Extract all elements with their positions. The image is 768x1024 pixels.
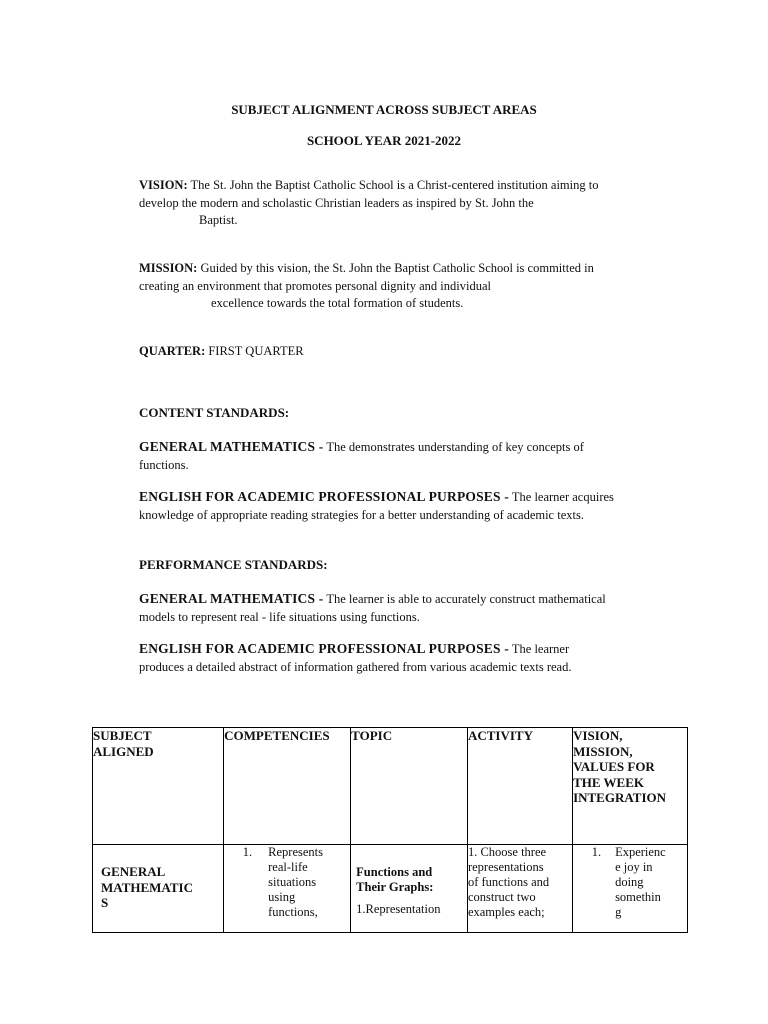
header-subject-line: SUBJECT [93, 728, 152, 743]
vmv-line: doing [615, 875, 644, 889]
subject-line: S [101, 895, 109, 910]
competency-list-item [224, 845, 350, 920]
content-math-paragraph [139, 438, 669, 474]
content-eapp-label: ENGLISH FOR ACADEMIC PROFESSIONAL PURPOSES - [139, 489, 509, 504]
quarter-line [139, 343, 669, 361]
vision-line-3: Baptist. [199, 213, 238, 227]
header-topic [351, 728, 468, 845]
competency-line: functions, [268, 905, 318, 919]
header-vmv-line: INTEGRATION [573, 790, 667, 805]
subject-alignment-table [92, 727, 688, 933]
activity-line: representations [467, 860, 544, 874]
subject-line: GENERAL [101, 864, 166, 879]
vision-paragraph [139, 177, 669, 230]
vmv-line: Experienc [615, 845, 666, 859]
header-activity-text: ACTIVITY [467, 728, 533, 743]
quarter-value: FIRST QUARTER [205, 344, 304, 358]
competency-number: 1. [242, 845, 253, 859]
vision-line-1: The St. John the Baptist Catholic School is a Christ-centered institution aiming to [187, 178, 599, 192]
performance-eapp-label: ENGLISH FOR ACADEMIC PROFESSIONAL PURPOSES - [139, 641, 509, 656]
activity-line: construct two [467, 890, 536, 904]
document-title: SUBJECT ALIGNMENT ACROSS SUBJECT AREAS [231, 102, 537, 117]
performance-standards-heading: PERFORMANCE STANDARDS: [139, 557, 328, 572]
vmv-line: g [615, 905, 622, 919]
header-vmv-integration [573, 728, 688, 845]
competency-line: real-life [268, 860, 308, 874]
cell-competencies [224, 845, 351, 933]
vmv-number: 1. [591, 845, 602, 859]
header-competencies [224, 728, 351, 845]
table-row [93, 845, 688, 933]
mission-line-3: excellence towards the total formation of students. [211, 296, 464, 310]
performance-math-line-2: models to represent real - life situations using functions. [139, 609, 420, 624]
topic-item: 1.Representation [356, 902, 441, 916]
mission-line-1: Guided by this vision, the St. John the Baptist Catholic School is committed in [197, 261, 594, 275]
vmv-list-item [573, 845, 687, 920]
performance-eapp-line-1: The learner [508, 642, 570, 656]
activity-line: 1. Choose three [467, 845, 547, 859]
header-vmv-line: VISION, [573, 728, 623, 743]
subject-line: MATHEMATIC [101, 879, 193, 895]
vision-line-2: develop the modern and scholastic Christian leaders as inspired by St. John the [139, 195, 534, 210]
cell-topic [351, 845, 468, 933]
header-vmv-line: THE WEEK [573, 774, 644, 790]
activity-line: of functions and [467, 875, 550, 889]
vision-label: VISION: [139, 178, 188, 192]
content-eapp-line-2: knowledge of appropriate reading strategies for a better understanding of academic texts. [139, 507, 584, 522]
cell-subject [93, 845, 224, 933]
activity-line: examples each; [467, 905, 545, 919]
mission-line-2: creating an environment that promotes personal dignity and individual [139, 278, 491, 293]
header-competencies-text: COMPETENCIES [224, 728, 330, 743]
topic-title-line: Their Graphs: [356, 880, 434, 894]
vmv-line: somethin [615, 890, 661, 904]
topic-title-line: Functions and [356, 865, 433, 879]
header-activity [467, 728, 572, 845]
performance-math-paragraph [139, 590, 669, 626]
content-eapp-line-1: The learner acquires [508, 490, 614, 504]
header-subject-aligned [93, 728, 224, 845]
cell-vmv [573, 845, 688, 933]
mission-label: MISSION: [139, 261, 198, 275]
header-subject-line: ALIGNED [93, 743, 154, 759]
mission-paragraph [139, 260, 669, 313]
header-vmv-line: VALUES FOR [573, 759, 655, 774]
content-math-line-1: The demonstrates understanding of key concepts of [323, 440, 584, 454]
content-math-label: GENERAL MATHEMATICS - [139, 439, 324, 454]
content-standards-heading: CONTENT STANDARDS: [139, 405, 290, 420]
performance-math-label: GENERAL MATHEMATICS - [139, 591, 324, 606]
table-header-row [93, 728, 688, 845]
competency-line: Represents [268, 845, 323, 859]
cell-activity [467, 845, 572, 933]
content-math-line-2: functions. [139, 457, 189, 472]
performance-math-line-1: The learner is able to accurately construct mathematical [323, 592, 606, 606]
performance-eapp-paragraph [139, 640, 669, 676]
vmv-line: e joy in [615, 860, 653, 874]
competency-line: situations [268, 875, 317, 889]
content-eapp-paragraph [139, 488, 669, 524]
school-year: SCHOOL YEAR 2021-2022 [306, 133, 462, 148]
header-vmv-line: MISSION, [573, 743, 633, 759]
competency-line: using [268, 890, 296, 904]
quarter-label: QUARTER: [139, 344, 206, 358]
performance-eapp-line-2: produces a detailed abstract of information gathered from various academic texts read. [139, 659, 572, 674]
header-topic-text: TOPIC [351, 728, 393, 743]
